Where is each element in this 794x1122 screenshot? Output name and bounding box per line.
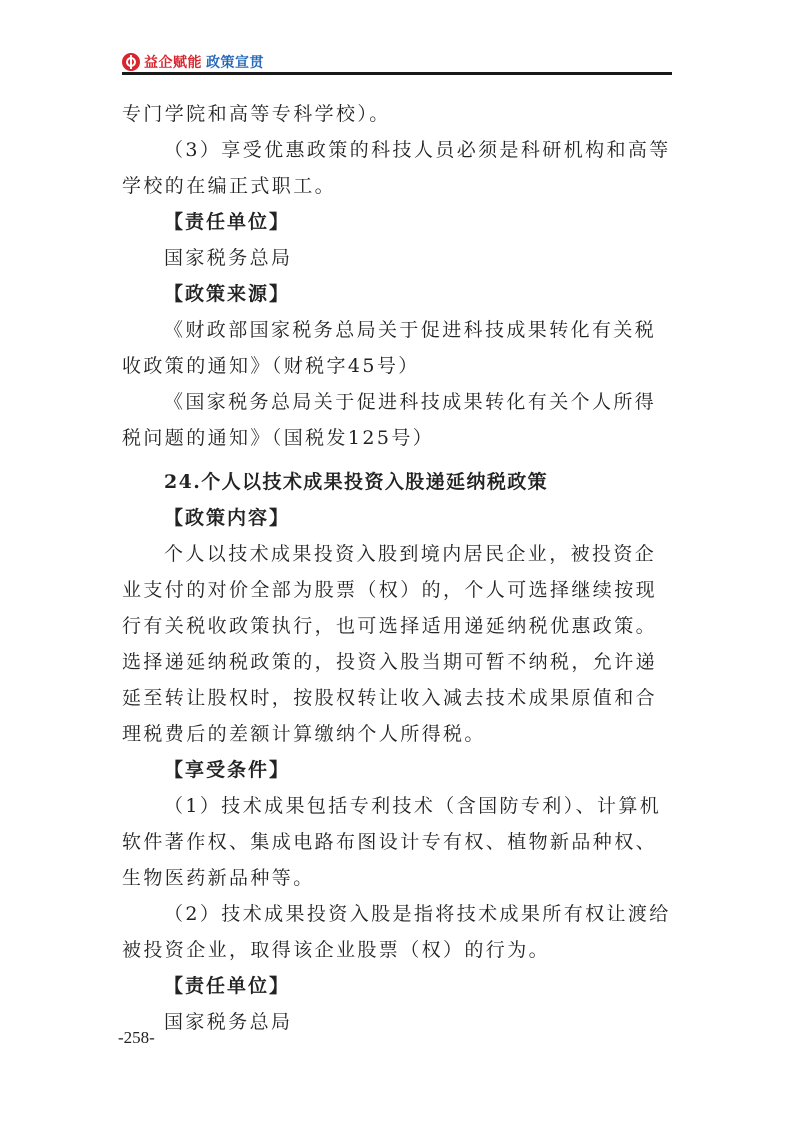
brand-primary-text: 益企赋能 xyxy=(144,55,202,71)
paragraph-line: 业支付的对价全部为股票（权）的，个人可选择继续按现 xyxy=(122,579,658,601)
section-title: 24.个人以技术成果投资入股递延纳税政策 xyxy=(164,471,549,493)
source-document: 税问题的通知》（国税发125号） xyxy=(122,427,435,449)
source-document: 《国家税务总局关于促进科技成果转化有关个人所得 xyxy=(164,391,657,413)
paragraph-line: 选择递延纳税政策的，投资入股当期可暂不纳税，允许递 xyxy=(122,651,658,673)
paragraph-line: 延至转让股权时，按股权转让收入减去技术成果原值和合 xyxy=(122,687,658,709)
page-number: -258- xyxy=(118,1028,155,1047)
responsible-unit: 国家税务总局 xyxy=(164,1011,293,1033)
condition-item: （2）技术成果投资入股是指将技术成果所有权让渡给 xyxy=(164,903,671,925)
header-divider xyxy=(122,72,672,75)
paragraph-line: 行有关税收政策执行，也可选择适用递延纳税优惠政策。 xyxy=(122,615,658,637)
source-document: 《财政部国家税务总局关于促进科技成果转化有关税 xyxy=(164,319,657,341)
page-header xyxy=(122,50,264,74)
heading-conditions: 【享受条件】 xyxy=(164,759,291,781)
condition-item: （1）技术成果包括专利技术（含国防专利）、计算机 xyxy=(164,795,662,817)
paragraph-line: 专门学院和高等专科学校）。 xyxy=(122,103,391,125)
condition-item: 生物医药新品种等。 xyxy=(122,867,315,889)
condition-item: （3）享受优惠政策的科技人员必须是科研机构和高等 xyxy=(164,139,671,161)
heading-policy-source: 【政策来源】 xyxy=(164,283,291,305)
condition-item: 软件著作权、集成电路布图设计专有权、植物新品种权、 xyxy=(122,831,658,853)
condition-item: 被投资企业，取得该企业股票（权）的行为。 xyxy=(122,939,551,961)
brand-secondary-text: 政策宣贯 xyxy=(206,55,264,71)
heading-policy-content: 【政策内容】 xyxy=(164,507,291,529)
paragraph-line: 学校的在编正式职工。 xyxy=(122,175,337,197)
document-body xyxy=(122,96,674,1040)
paragraph-line: 个人以技术成果投资入股到境内居民企业，被投资企 xyxy=(164,543,657,565)
heading-responsible-unit: 【责任单位】 xyxy=(164,211,291,233)
source-document: 收政策的通知》（财税字45号） xyxy=(122,355,420,377)
heading-responsible-unit: 【责任单位】 xyxy=(164,975,291,997)
tax-logo-icon xyxy=(122,53,140,71)
responsible-unit: 国家税务总局 xyxy=(164,247,293,269)
paragraph-line: 理税费后的差额计算缴纳个人所得税。 xyxy=(122,723,486,745)
